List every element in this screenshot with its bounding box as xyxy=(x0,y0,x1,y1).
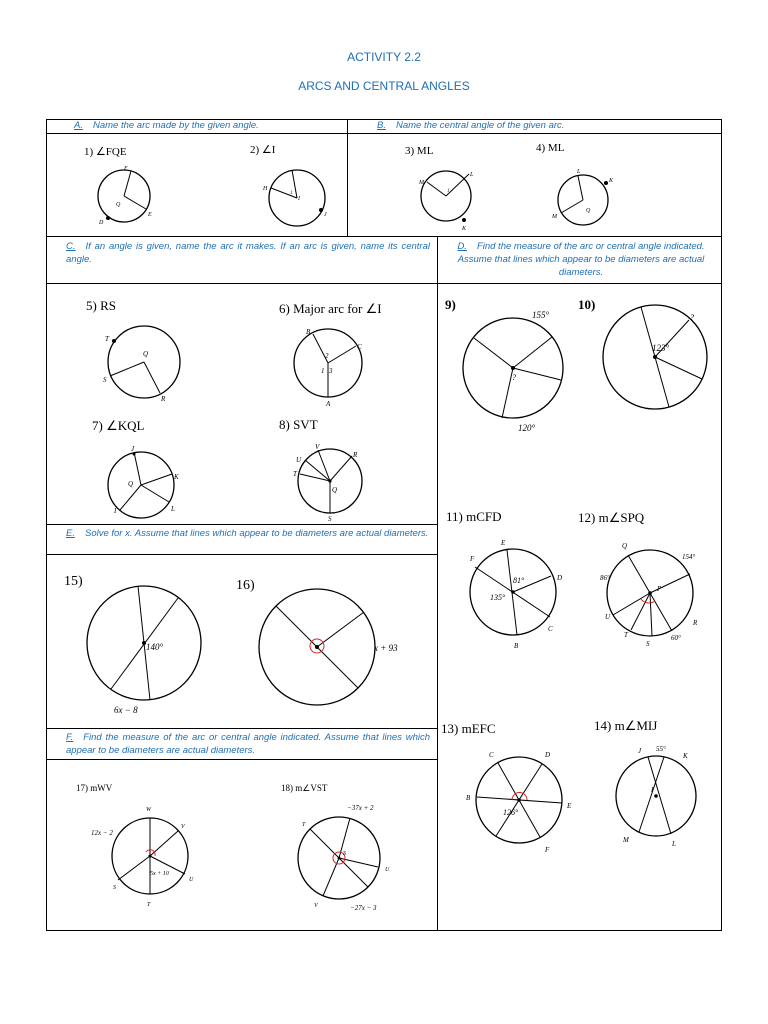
section-c-text: If an angle is given, name the arc it makes. If an arc is given, name its central angle. xyxy=(66,241,430,265)
point-label-C3: C xyxy=(489,751,494,759)
point-label-B3: B xyxy=(466,794,471,802)
angle-mark-2: 2 xyxy=(325,352,329,360)
point-label-A: A xyxy=(326,400,331,408)
angle-mark-1b: 1 xyxy=(447,189,450,194)
label-81: 81° xyxy=(513,576,525,585)
section-f-text: Find the measure of the arc or central angle indicated. Assume that lines which appear to be diameters are actual diameters. xyxy=(66,732,430,756)
question-6: 6) Major arc for ∠I xyxy=(279,301,382,316)
point-label-Q3: Q xyxy=(143,350,149,358)
question-7: 7) ∠KQL xyxy=(92,418,145,433)
question-1: 1) ∠FQE xyxy=(84,146,127,158)
point-label-U2: U xyxy=(605,613,611,621)
point-label-C2: C xyxy=(548,625,553,633)
point-label-T5: T xyxy=(302,822,306,828)
point-label-M: M xyxy=(419,180,424,186)
point-label-R: R xyxy=(161,395,166,403)
label-155: 155° xyxy=(532,310,550,320)
point-label-I2: I xyxy=(114,507,117,515)
label-86: 86° xyxy=(600,574,610,582)
activity-title: ACTIVITY 2.2 xyxy=(347,50,421,64)
point-label-T3: T xyxy=(624,631,628,639)
point-label-V3: V xyxy=(314,903,318,909)
point-label-M3: M xyxy=(623,836,629,844)
point-label-B2: B xyxy=(514,642,519,650)
angle-mark-1c: 1 xyxy=(321,367,325,375)
point-label-W: W xyxy=(146,807,151,813)
point-label-R3: R xyxy=(693,619,698,627)
label-5x-10: 5x + 10 xyxy=(150,871,169,877)
point-label-I: I xyxy=(298,196,300,202)
section-f-letter: F. xyxy=(66,732,74,743)
point-label-U4: U xyxy=(385,867,390,873)
label-neg27x-3: −27x − 3 xyxy=(350,904,377,912)
point-label-D: D xyxy=(99,220,104,226)
question-13: 13) mEFC xyxy=(441,721,496,736)
label-135: 135° xyxy=(490,593,506,602)
question-18: 18) m∠VST xyxy=(281,783,328,793)
label-question-9: ? xyxy=(512,373,516,382)
section-b-text: Name the central angle of the given arc. xyxy=(395,120,565,131)
question-12: 12) m∠SPQ xyxy=(578,510,645,525)
point-label-Q2: Q xyxy=(586,208,591,214)
point-label-J2: J xyxy=(131,445,135,453)
label-12x-2: 12x − 2 xyxy=(91,829,113,837)
question-3: 3) ML xyxy=(405,145,434,157)
point-label-T4: T xyxy=(147,902,151,908)
question-15: 15) xyxy=(64,574,83,589)
section-d-letter: D. xyxy=(457,241,467,252)
point-label-M2: M xyxy=(552,214,557,220)
label-120: 120° xyxy=(518,423,536,433)
point-label-L4: L xyxy=(672,840,676,848)
point-label-V: V xyxy=(315,443,320,451)
question-14: 14) m∠MIJ xyxy=(594,718,658,733)
question-8: 8) SVT xyxy=(279,417,318,432)
point-label-J: J xyxy=(324,212,327,218)
point-label-S: S xyxy=(103,376,107,384)
point-label-V2: V xyxy=(181,824,185,830)
section-d-text: Find the measure of the arc or central angle indicated. Assume that lines which appear to be diameters are actual diameters. xyxy=(457,241,705,278)
point-label-K2: K xyxy=(609,178,614,184)
point-label-T: T xyxy=(105,335,109,343)
section-c-letter: C. xyxy=(66,241,76,252)
point-label-E3: E xyxy=(567,802,572,810)
label-126: 126° xyxy=(503,808,519,817)
section-b-letter: B. xyxy=(377,120,386,131)
question-11: 11) mCFD xyxy=(446,509,502,524)
section-a-letter: A. xyxy=(74,120,83,131)
label-60: 60° xyxy=(671,634,681,642)
question-2: 2) ∠I xyxy=(250,144,276,156)
point-label-K: K xyxy=(462,226,467,232)
point-label-S2: S xyxy=(328,515,332,523)
point-label-D3: D xyxy=(545,751,551,759)
label-neg37x-2: −37x + 2 xyxy=(347,804,374,812)
point-label-U3: U xyxy=(189,877,194,883)
point-label-C: C xyxy=(357,343,362,351)
label-x-plus-93: x + 93 xyxy=(374,643,398,653)
page-subtitle: ARCS AND CENTRAL ANGLES xyxy=(298,79,470,93)
point-label-Q4: Q xyxy=(128,480,134,488)
label-question-10: ? xyxy=(690,313,694,322)
point-label-D2: D xyxy=(557,574,563,582)
question-5: 5) RS xyxy=(86,298,116,313)
question-16: 16) xyxy=(236,578,255,593)
point-label-Q: Q xyxy=(116,202,121,208)
point-label-P: P xyxy=(657,585,662,593)
label-140: 140° xyxy=(146,642,164,652)
label-6x-8: 6x − 8 xyxy=(114,705,138,715)
point-label-U: U xyxy=(296,456,302,464)
point-label-I3: I xyxy=(651,786,654,794)
section-a-text: Name the arc made by the given angle. xyxy=(92,120,259,131)
point-label-S4: S xyxy=(113,885,116,891)
point-label-S3: S xyxy=(646,640,650,648)
point-label-L3: L xyxy=(171,505,175,513)
point-label-B: B xyxy=(306,328,311,336)
point-label-L: L xyxy=(470,172,474,178)
section-e-text: Solve for x. Assume that lines which appear to be diameters are actual diameters. xyxy=(84,528,429,539)
question-4: 4) ML xyxy=(536,142,565,154)
point-label-F3: F xyxy=(545,846,550,854)
point-label-J3: J xyxy=(638,747,642,755)
point-label-Q5: Q xyxy=(332,486,338,494)
point-label-E2: E xyxy=(501,539,506,547)
section-e-letter: E. xyxy=(66,528,75,539)
point-label-K4: K xyxy=(683,752,688,760)
angle-mark-3: 3 xyxy=(329,367,333,375)
label-154: 154° xyxy=(682,553,696,561)
point-label-L2: L xyxy=(577,169,581,175)
question-10: 10) xyxy=(578,297,596,312)
question-9: 9) xyxy=(445,297,456,312)
point-label-F2: F xyxy=(470,555,475,563)
point-label-F: F xyxy=(124,166,128,172)
point-label-K3: K xyxy=(174,473,179,481)
point-label-S5: S xyxy=(343,851,346,857)
point-label-T2: T xyxy=(293,470,297,478)
label-55: 55° xyxy=(656,745,666,753)
point-label-Q6: Q xyxy=(622,542,628,550)
question-17: 17) mWV xyxy=(76,783,113,793)
angle-mark-1: 1 xyxy=(290,191,293,196)
label-123: 123° xyxy=(652,343,670,353)
point-label-H: H xyxy=(263,186,268,192)
point-label-R2: R xyxy=(353,451,358,459)
point-label-E: E xyxy=(148,212,152,218)
